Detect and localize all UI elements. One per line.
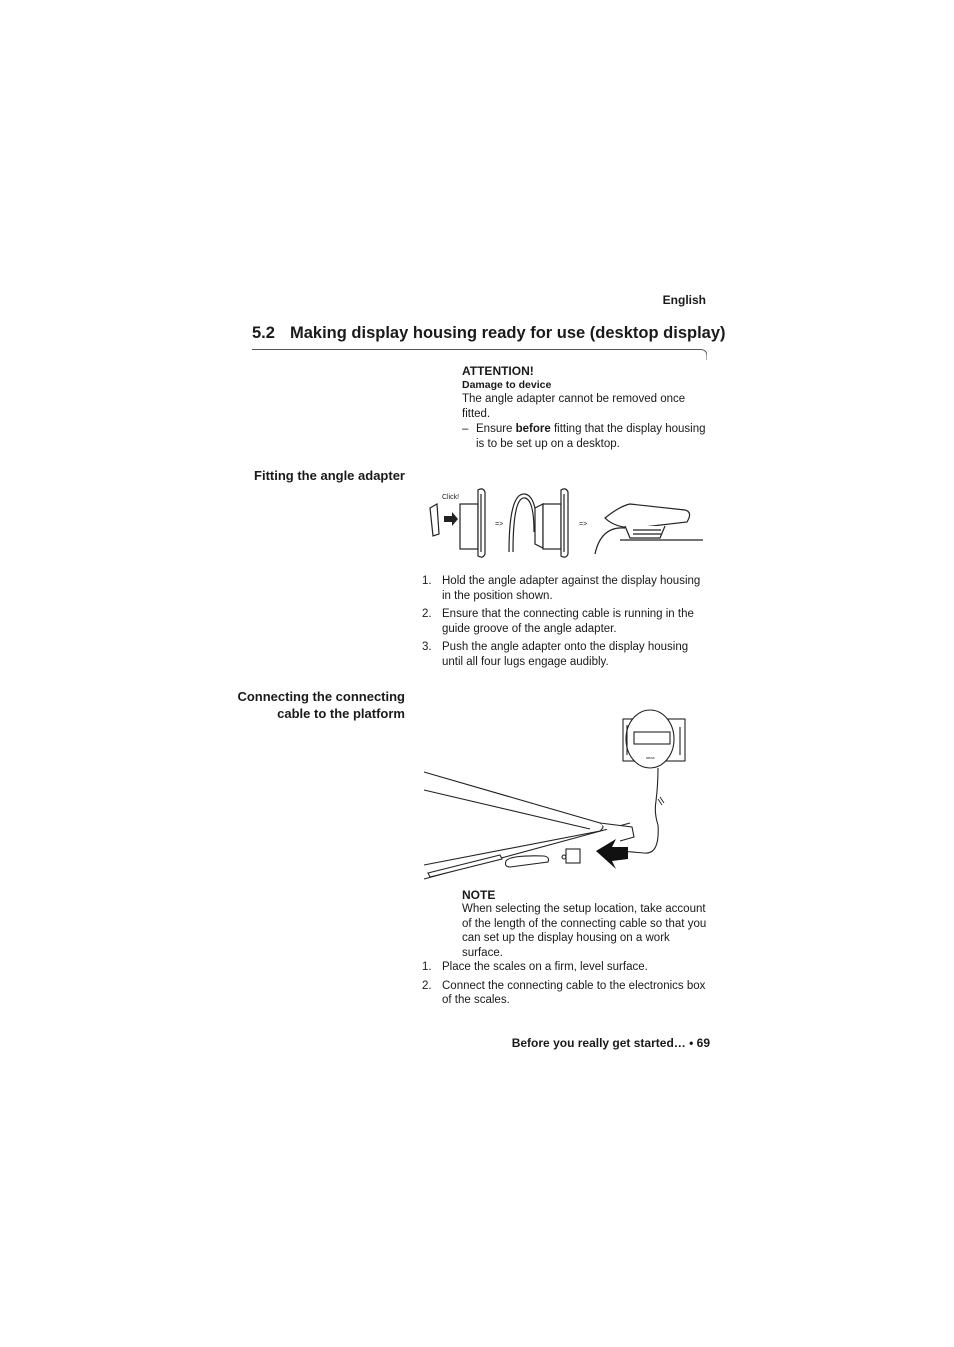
section-title-text: Making display housing ready for use (desktop display) <box>290 324 726 342</box>
step-text: Place the scales on a firm, level surface. <box>442 961 648 973</box>
step-number: 2. <box>422 608 432 620</box>
bullet-text-bold: before <box>515 423 551 435</box>
step-number: 1. <box>422 575 432 587</box>
bullet-text-end: fitting that the display housing is to be set up on a desktop. <box>476 423 706 450</box>
step-text: Hold the angle adapter against the display housing in the position shown. <box>442 575 701 602</box>
attention-bullet <box>462 422 712 451</box>
connecting-heading: Connecting the connecting cable to the platform <box>237 689 405 721</box>
brand-label: seca <box>646 755 655 760</box>
angle-adapter-figure <box>425 482 710 562</box>
list-item <box>422 979 712 1008</box>
note-text: When selecting the setup location, take account of the length of the connecting cable so that you can set up the display housing on a work surface. <box>462 903 707 959</box>
fitting-heading: Fitting the angle adapter <box>254 468 405 483</box>
connecting-steps <box>422 960 712 1012</box>
step-text: Connect the connecting cable to the electronics box of the scales. <box>442 979 706 1006</box>
section-number: 5.2 <box>252 324 275 342</box>
section-title <box>252 324 726 343</box>
figure-arrow-1: => <box>495 521 504 528</box>
attention-text: The angle adapter cannot be removed once fitted. <box>462 393 686 420</box>
step-text: Ensure that the connecting cable is running in the guide groove of the angle adapter. <box>442 608 694 635</box>
figure-arrow-2: => <box>579 521 588 528</box>
list-item <box>422 960 712 975</box>
bullet-text-start: Ensure <box>476 423 516 435</box>
attention-subheading: Damage to device <box>462 379 552 391</box>
bullet-marker: – <box>462 423 469 435</box>
list-item <box>422 574 712 603</box>
list-item <box>422 640 712 669</box>
list-item <box>422 607 712 636</box>
click-label: Click! <box>442 494 460 501</box>
step-text: Push the angle adapter onto the display housing until all four lugs engage audibly. <box>442 641 689 668</box>
step-number: 2. <box>422 979 432 992</box>
language-label: English <box>662 293 706 307</box>
note-heading: NOTE <box>462 888 496 902</box>
step-number: 1. <box>422 961 432 973</box>
attention-heading: ATTENTION! <box>462 364 534 378</box>
cable-connection-figure <box>420 705 710 885</box>
bullet-text <box>476 422 712 451</box>
page-footer: Before you really get started… • 69 <box>511 1036 710 1050</box>
fitting-steps <box>422 574 712 673</box>
step-number: 3. <box>422 641 432 653</box>
